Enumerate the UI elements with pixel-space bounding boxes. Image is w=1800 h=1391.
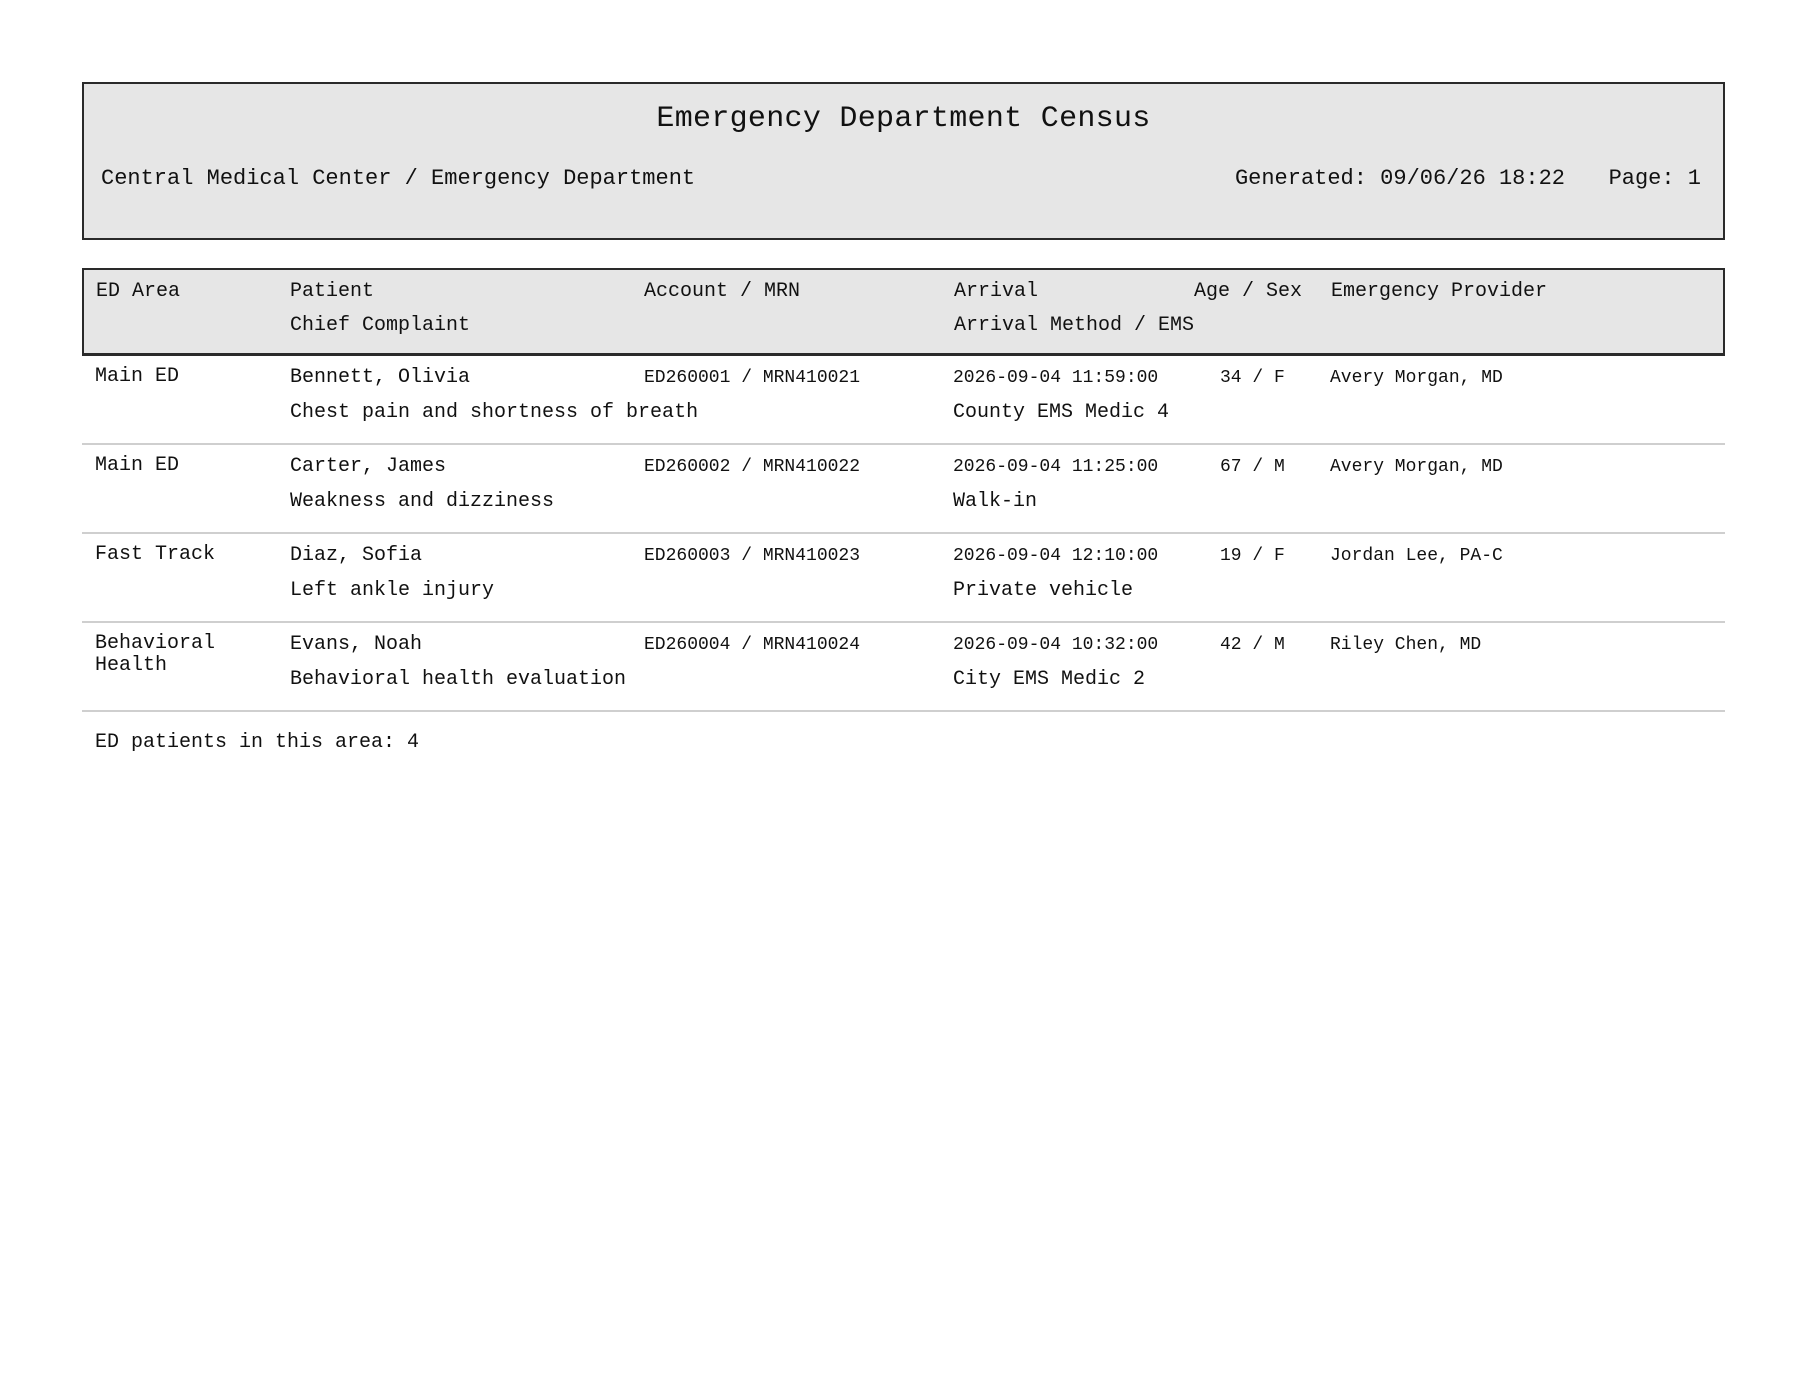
report-title: Emergency Department Census <box>656 102 1151 136</box>
col-emergency-provider: Emergency Provider <box>1331 280 1548 303</box>
row-age-sex: 34 / F <box>1220 368 1285 388</box>
row-arrival-time: 2026-09-04 10:32:00 <box>953 635 1159 655</box>
row-patient-name: Carter, James <box>290 455 447 478</box>
row-arrival-method: Private vehicle <box>953 579 1134 602</box>
column-header <box>82 268 1725 356</box>
table-row <box>82 623 1725 712</box>
page-number: Page: 1 <box>1608 166 1701 191</box>
facility-name: Central Medical Center / Emergency Department <box>101 166 696 191</box>
row-account-mrn: ED260001 / MRN410021 <box>644 368 861 388</box>
generated-timestamp: Generated: 09/06/26 18:22 <box>1234 166 1565 191</box>
table-row <box>82 445 1725 534</box>
row-arrival-method: City EMS Medic 2 <box>953 668 1146 691</box>
row-age-sex: 19 / F <box>1220 546 1285 566</box>
row-provider: Avery Morgan, MD <box>1330 457 1503 477</box>
row-account-mrn: ED260003 / MRN410023 <box>644 546 861 566</box>
row-provider: Avery Morgan, MD <box>1330 368 1503 388</box>
col-age-sex: Age / Sex <box>1194 280 1303 303</box>
table-row <box>82 534 1725 623</box>
col-arrival-method: Arrival Method / EMS <box>954 314 1195 337</box>
row-patient-name: Bennett, Olivia <box>290 366 471 389</box>
row-arrival-time: 2026-09-04 12:10:00 <box>953 546 1159 566</box>
row-ed-area: Main ED <box>95 454 180 477</box>
row-arrival-method: County EMS Medic 4 <box>953 401 1170 424</box>
patient-count-summary: ED patients in this area: 4 <box>95 731 420 754</box>
row-patient-name: Evans, Noah <box>290 633 423 656</box>
row-age-sex: 42 / M <box>1220 635 1285 655</box>
row-chief-complaint: Chest pain and shortness of breath <box>290 401 699 424</box>
row-age-sex: 67 / M <box>1220 457 1285 477</box>
row-ed-area: Fast Track <box>95 543 216 566</box>
row-arrival-time: 2026-09-04 11:59:00 <box>953 368 1159 388</box>
col-ed-area: ED Area <box>96 280 181 303</box>
row-provider: Jordan Lee, PA-C <box>1330 546 1503 566</box>
col-arrival: Arrival <box>954 280 1039 303</box>
row-account-mrn: ED260002 / MRN410022 <box>644 457 861 477</box>
row-chief-complaint: Left ankle injury <box>290 579 495 602</box>
row-arrival-method: Walk-in <box>953 490 1038 513</box>
row-chief-complaint: Weakness and dizziness <box>290 490 555 513</box>
report-header <box>82 82 1725 240</box>
row-ed-area: Main ED <box>95 365 180 388</box>
row-ed-area: Behavioral Health <box>95 632 216 677</box>
row-provider: Riley Chen, MD <box>1330 635 1482 655</box>
col-chief-complaint: Chief Complaint <box>290 314 471 337</box>
table-row <box>82 356 1725 445</box>
col-account-mrn: Account / MRN <box>644 280 801 303</box>
row-chief-complaint: Behavioral health evaluation <box>290 668 627 691</box>
row-account-mrn: ED260004 / MRN410024 <box>644 635 861 655</box>
col-patient: Patient <box>290 280 375 303</box>
row-arrival-time: 2026-09-04 11:25:00 <box>953 457 1159 477</box>
row-patient-name: Diaz, Sofia <box>290 544 423 567</box>
